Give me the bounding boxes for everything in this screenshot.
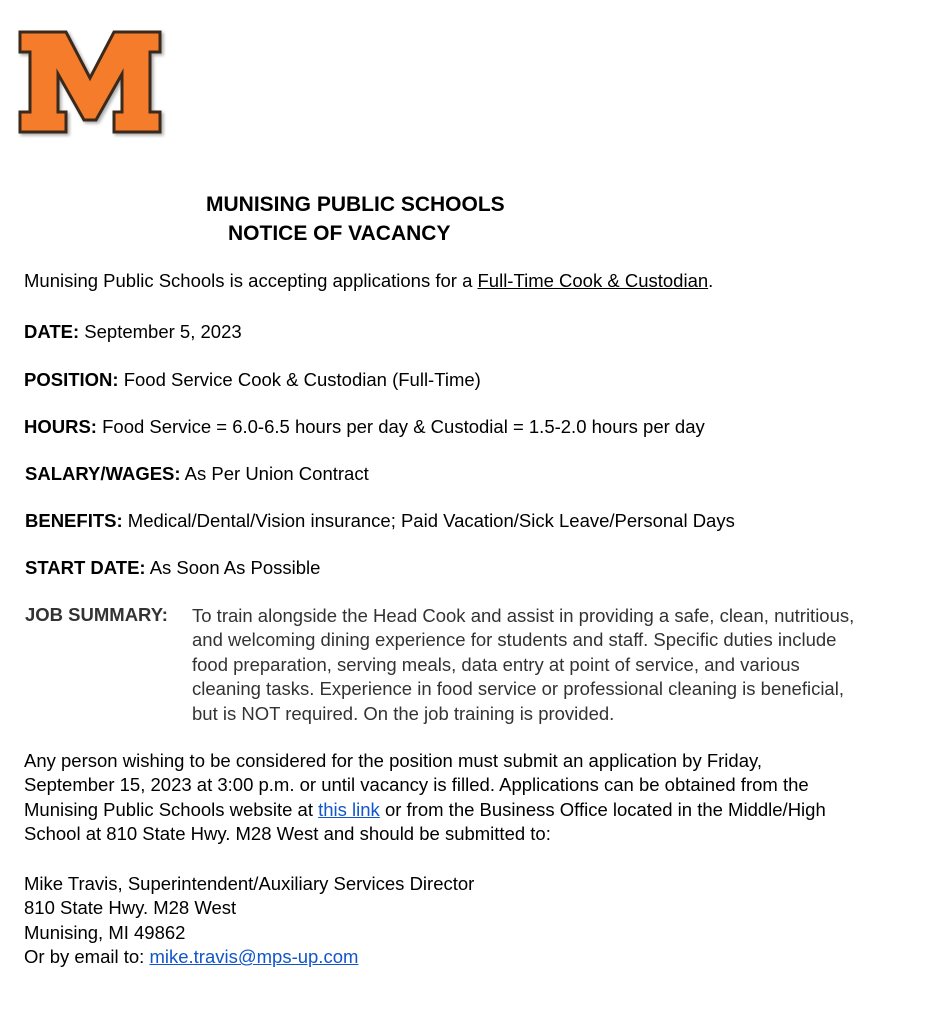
salary-label: SALARY/WAGES: xyxy=(25,463,181,484)
position-title-underlined: Full-Time Cook & Custodian xyxy=(477,270,709,291)
position-field xyxy=(24,369,481,391)
date-label: DATE: xyxy=(24,321,80,342)
job-summary-label: JOB SUMMARY: xyxy=(25,604,168,625)
job-summary-line: To train alongside the Head Cook and assist in providing a safe, clean, nutritious, xyxy=(192,605,855,626)
job-summary-line: cleaning tasks. Experience in food service or professional cleaning is beneficial, xyxy=(192,678,844,700)
hours-label: HOURS: xyxy=(24,416,97,437)
job-summary-text xyxy=(192,604,927,726)
contact-address-line2: Munising, MI 49862 xyxy=(24,921,186,943)
contact-block: Mike Travis, Superintendent/Auxiliary Services Director 810 State Hwy. M28 West Munising, MI 49862 Or by email to: mike.travis@mps-up.com xyxy=(24,873,475,968)
application-paragraph: Any person wishing to be considered for the position must submit an application by Friday, September 15, 2023 at 3:00 p.m. or until vacancy is filled. Applications can be obtained from the Munising Public Schools website at this link or from the Business Office located in the Middle/High School at 810 State Hwy. M28 West and should be submitted to: xyxy=(24,750,826,845)
hours-field xyxy=(24,416,705,438)
notice-title: NOTICE OF VACANCY xyxy=(228,222,451,245)
application-link[interactable]: this link xyxy=(318,798,380,820)
position-value: Food Service Cook & Custodian (Full-Time) xyxy=(118,369,481,390)
salary-field xyxy=(25,463,369,485)
notice-heading xyxy=(206,190,505,248)
district-title: MUNISING PUBLIC SCHOOLS xyxy=(206,193,505,216)
contact-address-line1: 810 State Hwy. M28 West xyxy=(24,897,237,919)
start-date-value: As Soon As Possible xyxy=(145,557,321,578)
intro-paragraph: Munising Public Schools is accepting applications for a Full-Time Cook & Custodian. xyxy=(24,270,714,291)
m-logo-icon xyxy=(16,28,166,138)
start-date-label: START DATE: xyxy=(25,557,146,578)
date-field xyxy=(24,321,242,343)
contact-email-link[interactable]: mike.travis@mps-up.com xyxy=(149,946,359,968)
position-label: POSITION: xyxy=(24,369,119,390)
job-summary-line: food preparation, serving meals, data entry at point of service, and various xyxy=(192,653,800,675)
school-logo xyxy=(16,28,166,138)
benefits-field xyxy=(25,510,735,532)
benefits-value: Medical/Dental/Vision insurance; Paid Vacation/Sick Leave/Personal Days xyxy=(122,510,735,531)
contact-name: Mike Travis, Superintendent/Auxiliary Services Director xyxy=(24,873,475,894)
benefits-label: BENEFITS: xyxy=(25,510,123,531)
hours-value: Food Service = 6.0-6.5 hours per day & Custodial = 1.5-2.0 hours per day xyxy=(96,416,705,437)
job-summary-line: and welcoming dining experience for students and staff. Specific duties include xyxy=(192,629,837,651)
job-summary-line: but is NOT required. On the job training is provided. xyxy=(192,702,615,724)
start-date-field xyxy=(25,557,320,579)
salary-value: As Per Union Contract xyxy=(180,463,369,484)
date-value: September 5, 2023 xyxy=(79,321,242,342)
